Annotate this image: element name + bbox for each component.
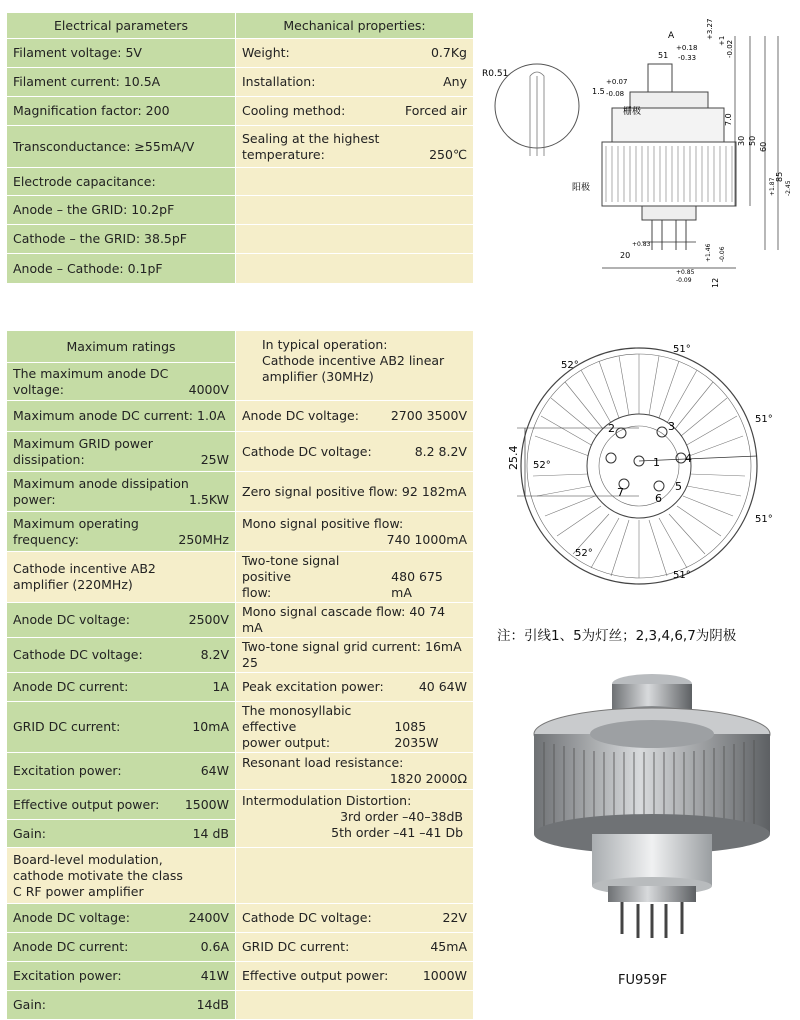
svg-text:-0.06: -0.06: [719, 246, 726, 262]
table-cell: Anode DC voltage: 2700 3500V: [236, 401, 474, 432]
table-cell: The monosyllabic effective power output: 1085 2035W: [236, 702, 474, 753]
svg-text:52°: 52°: [575, 548, 593, 559]
table-cell: [236, 168, 474, 196]
svg-text:+1.46: +1.46: [705, 243, 712, 262]
electrical-mechanical-table: [6, 12, 474, 284]
dimension-drawing-svg: [480, 6, 794, 292]
svg-text:A: A: [668, 31, 675, 41]
svg-text:52°: 52°: [561, 360, 579, 371]
table-cell: Board-level modulation, cathode motivate the class C RF power amplifier: [7, 848, 236, 904]
table-cell: Maximum operating frequency: 250MHz: [7, 512, 236, 552]
svg-text:52°: 52°: [533, 460, 551, 471]
maximum-ratings-header: Maximum ratings: [7, 331, 236, 363]
svg-text:51°: 51°: [755, 414, 773, 425]
table-cell: Effective output power: 1000W: [236, 962, 474, 991]
svg-text:+3.27: +3.27: [706, 18, 714, 40]
svg-text:5: 5: [675, 480, 682, 493]
table-cell: Maximum GRID power dissipation: 25W: [7, 432, 236, 472]
svg-text:+1.87: +1.87: [769, 177, 776, 196]
svg-text:+1: +1: [718, 35, 726, 46]
table-cell: Gain: 14 dB: [7, 820, 236, 848]
table-cell: Installation: Any: [236, 68, 474, 97]
table-cell: Anode DC current: 0.6A: [7, 933, 236, 962]
table-cell: [236, 196, 474, 225]
table-cell: Cathode incentive AB2 amplifier (220MHz): [7, 552, 236, 603]
tube-dimension-drawing: [480, 6, 794, 292]
table-cell: Maximum anode DC current: 1.0A: [7, 401, 236, 432]
svg-text:2: 2: [608, 422, 615, 435]
svg-text:-0.08: -0.08: [606, 90, 625, 98]
svg-text:-0.09: -0.09: [676, 277, 692, 284]
table-cell: Magnification factor: 200: [7, 97, 236, 126]
pin-layout-diagram: [487, 336, 793, 596]
svg-text:85: 85: [775, 171, 784, 182]
ratings-operation-table-body: [6, 400, 474, 1020]
table-cell: Peak excitation power: 40 64W: [236, 673, 474, 702]
table-cell: [236, 991, 474, 1020]
table-cell: Anode DC current: 1A: [7, 673, 236, 702]
table-cell: Zero signal positive flow: 92 182mA: [236, 472, 474, 512]
table-cell: Resonant load resistance: 1820 2000Ω: [236, 753, 474, 790]
svg-text:30: 30: [737, 135, 746, 146]
svg-text:51°: 51°: [673, 344, 691, 355]
table-cell: Cathode DC voltage: 8.2V: [7, 638, 236, 673]
table-cell: Two-tone signal grid current: 16mA 25: [236, 638, 474, 673]
svg-text:3: 3: [668, 420, 675, 433]
electrical-parameters-header: Electrical parameters: [7, 13, 236, 39]
table-cell: GRID DC current: 10mA: [7, 702, 236, 753]
svg-text:1.5: 1.5: [592, 87, 605, 96]
svg-text:50: 50: [748, 135, 757, 146]
photo-caption: FU959F: [618, 973, 668, 988]
mechanical-properties-header: Mechanical properties:: [236, 13, 474, 39]
table-cell: The maximum anode DC voltage: 4000V: [7, 363, 236, 401]
svg-text:+0.07: +0.07: [606, 78, 628, 86]
svg-text:51°: 51°: [673, 570, 691, 581]
table-cell: Filament current: 10.5A: [7, 68, 236, 97]
svg-text:+0.83: +0.83: [632, 241, 651, 248]
pin-layout-svg: [487, 336, 793, 596]
svg-text:+0.18: +0.18: [676, 44, 698, 52]
table-cell: Cooling method: Forced air: [236, 97, 474, 126]
svg-text:-0.33: -0.33: [678, 54, 697, 62]
table-cell: Anode DC voltage: 2400V: [7, 904, 236, 933]
table-cell: Anode – Cathode: 0.1pF: [7, 254, 236, 284]
svg-text:R0.51: R0.51: [482, 69, 509, 79]
table-cell: Filament voltage: 5V: [7, 39, 236, 68]
table-cell: [236, 225, 474, 254]
pin-note: 注：引线1、5为灯丝；2,3,4,6,7为阴极: [497, 628, 737, 644]
svg-text:12: 12: [711, 277, 720, 288]
table-cell: Gain: 14dB: [7, 991, 236, 1020]
table-cell: Weight: 0.7Kg: [236, 39, 474, 68]
ratings-operation-table: [6, 330, 474, 401]
table-cell: Transconductance: ≥55mA/V: [7, 126, 236, 168]
svg-text:-0.02: -0.02: [726, 39, 734, 58]
svg-text:7: 7: [617, 486, 624, 499]
svg-text:+0.85: +0.85: [676, 269, 695, 276]
table-cell: Electrode capacitance:: [7, 168, 236, 196]
svg-text:51°: 51°: [755, 514, 773, 525]
svg-text:51: 51: [658, 51, 669, 60]
svg-text:阳极: 阳极: [572, 183, 591, 193]
table-cell: [236, 254, 474, 284]
svg-text:7.0: 7.0: [724, 113, 733, 126]
table-cell: Cathode DC voltage: 8.2 8.2V: [236, 432, 474, 472]
typical-operation-header: In typical operation: Cathode incentive AB2 linear amplifier (30MHz): [236, 331, 474, 401]
table-cell: Mono signal positive flow: 740 1000mA: [236, 512, 474, 552]
table-cell: Maximum anode dissipation power: 1.5KW: [7, 472, 236, 512]
svg-text:60: 60: [759, 141, 768, 152]
svg-text:20: 20: [620, 251, 631, 260]
table-cell: Excitation power: 41W: [7, 962, 236, 991]
table-cell: Cathode DC voltage: 22V: [236, 904, 474, 933]
tube-photo: [510, 664, 794, 946]
table-cell: Intermodulation Distortion: 3rd order –40–38dB 5th order –41 –41 Db: [236, 790, 474, 848]
svg-text:25.4: 25.4: [507, 445, 520, 470]
svg-text:-2.45: -2.45: [785, 180, 792, 196]
svg-text:栅极: 栅极: [623, 107, 642, 117]
table-cell: Effective output power: 1500W: [7, 790, 236, 820]
table-cell: Anode DC voltage: 2500V: [7, 603, 236, 638]
table-cell: GRID DC current: 45mA: [236, 933, 474, 962]
svg-text:6: 6: [655, 492, 662, 505]
table-cell: Two-tone signal positive flow: 480 675 mA: [236, 552, 474, 603]
table-cell: Sealing at the highest temperature: 250℃: [236, 126, 474, 168]
table-cell: [236, 848, 474, 904]
table-cell: Mono signal cascade flow: 40 74 mA: [236, 603, 474, 638]
svg-text:1: 1: [653, 456, 660, 469]
table-cell: Anode – the GRID: 10.2pF: [7, 196, 236, 225]
svg-text:4: 4: [685, 452, 692, 465]
table-cell: Excitation power: 64W: [7, 753, 236, 790]
tube-illustration: [510, 664, 794, 946]
table-cell: Cathode – the GRID: 38.5pF: [7, 225, 236, 254]
